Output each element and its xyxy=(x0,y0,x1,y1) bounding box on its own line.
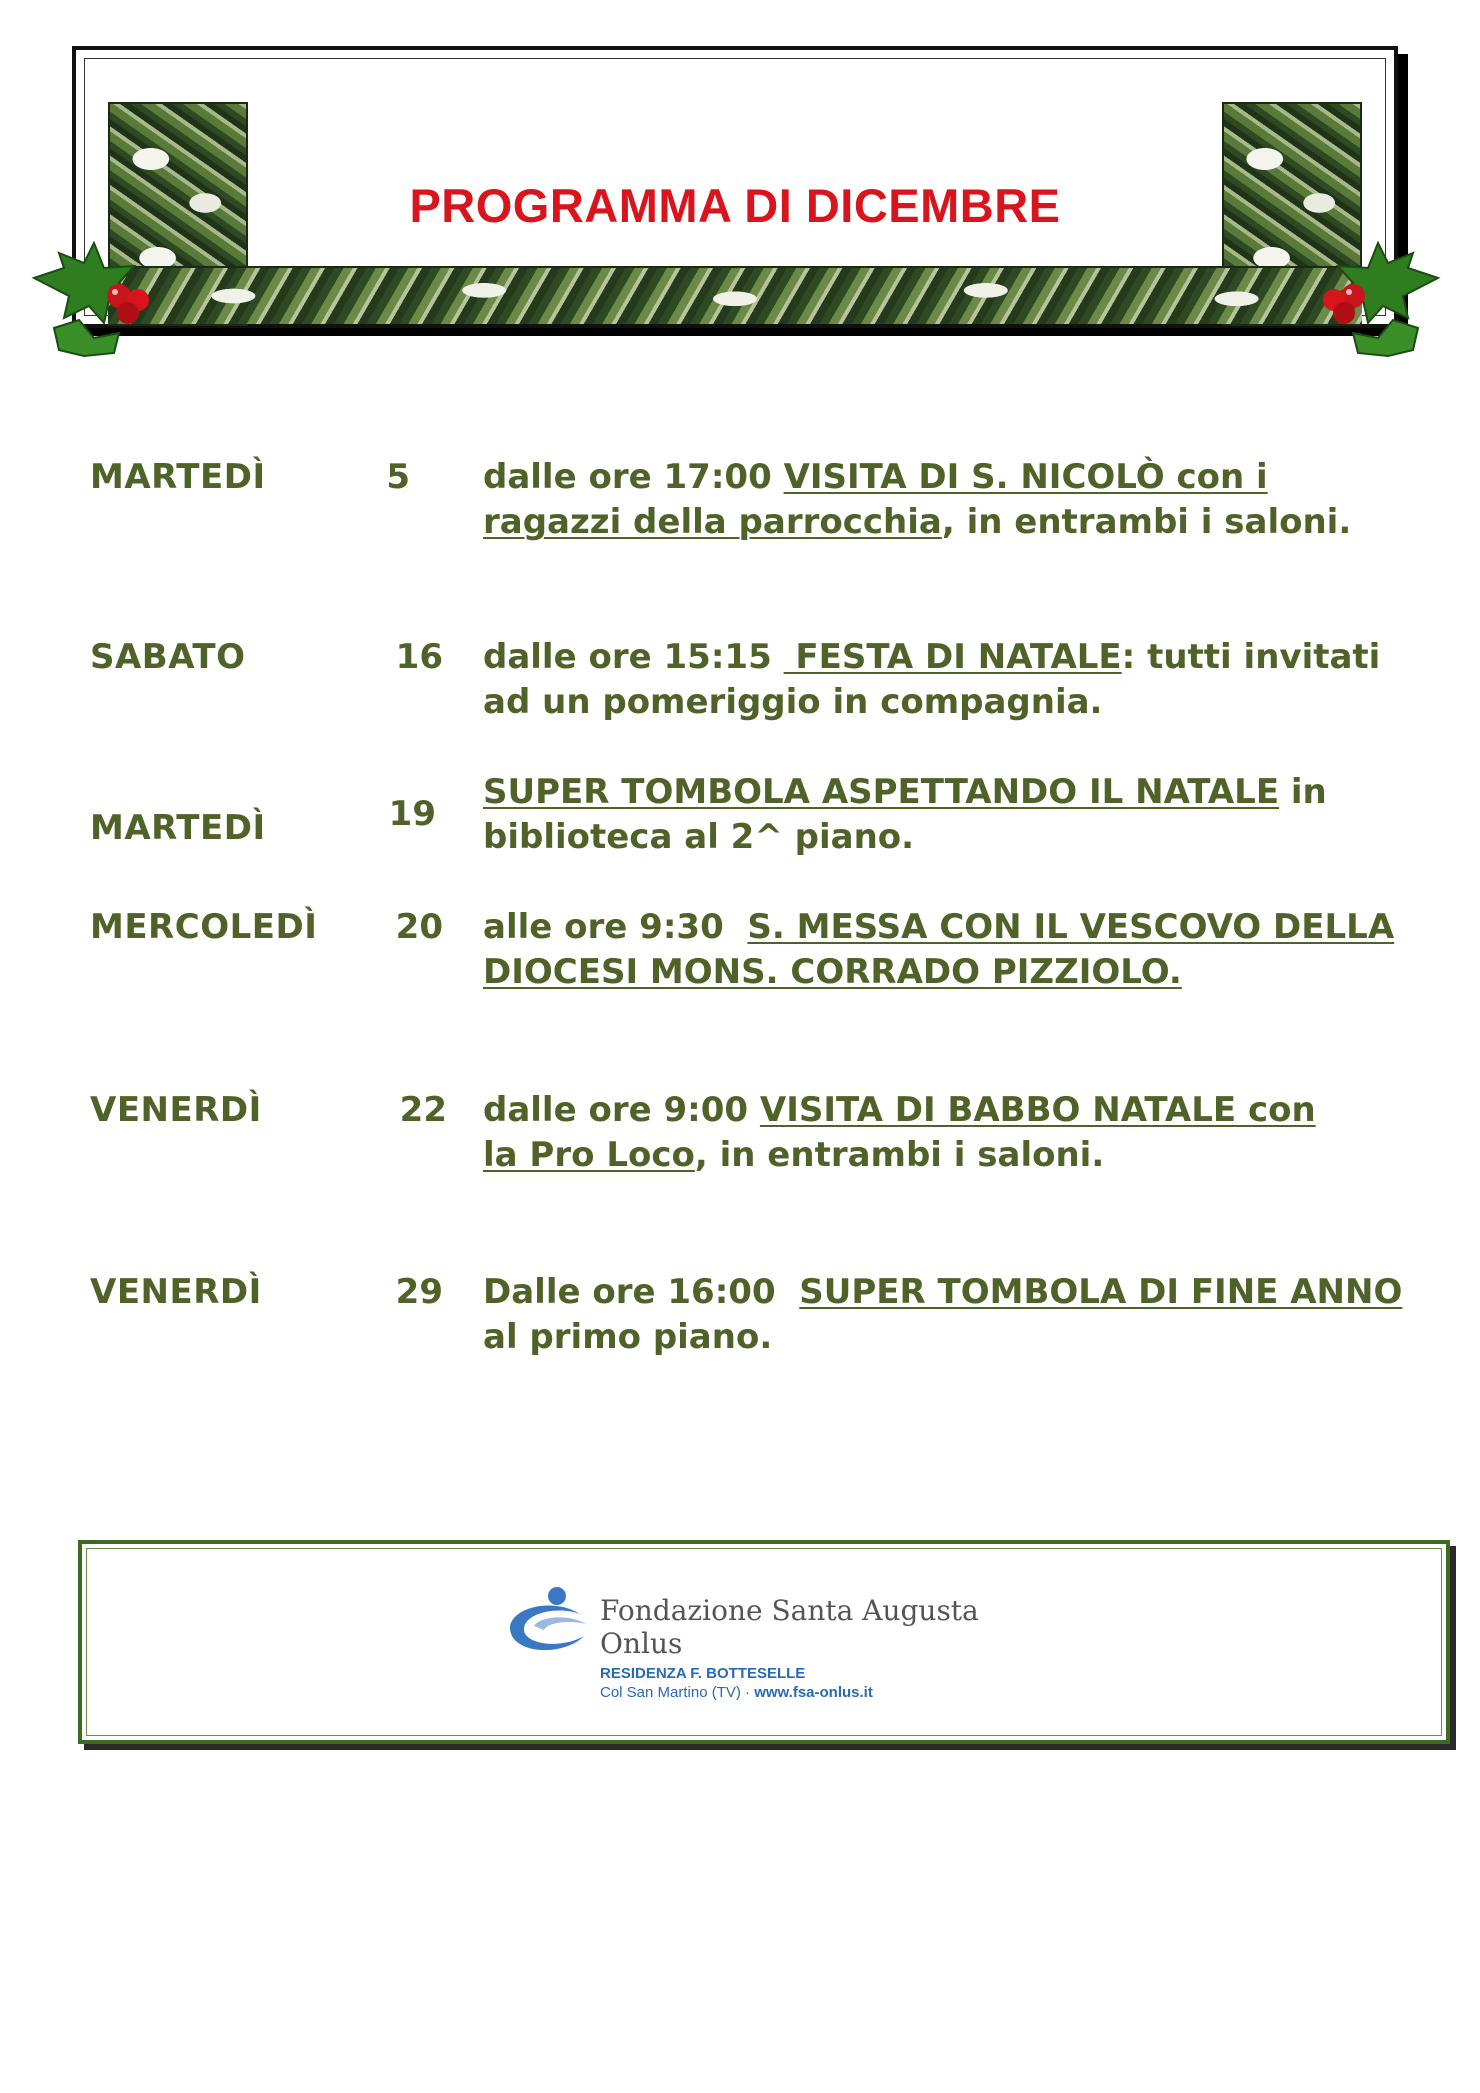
event-date-number: 22 xyxy=(399,1090,447,1130)
address-text: Col San Martino (TV) · xyxy=(600,1684,755,1701)
event-date-number: 5 xyxy=(386,457,410,497)
website-link[interactable]: www.fsa-onlus.it xyxy=(754,1684,873,1701)
event-description xyxy=(483,635,1413,725)
organization-name-line1: Fondazione Santa Augusta xyxy=(600,1594,979,1627)
event-description xyxy=(483,770,1413,860)
event-highlight: SUPER TOMBOLA DI FINE ANNO xyxy=(799,1272,1403,1312)
event-day: VENERDÌ xyxy=(90,1090,262,1130)
event-highlight: SUPER TOMBOLA ASPETTANDO IL NATALE xyxy=(483,772,1280,812)
event-day: SABATO xyxy=(90,637,246,677)
event-text: Dalle ore 16:00 xyxy=(483,1272,800,1312)
event-description xyxy=(483,1088,1413,1178)
event-text: dalle ore 17:00 xyxy=(483,457,784,497)
event-day: VENERDÌ xyxy=(90,1272,262,1312)
holly-right-icon xyxy=(1298,228,1448,358)
event-highlight: VISITA DI BABBO NATALE con la Pro Loco xyxy=(483,1090,1316,1175)
event-text: , in entrambi i saloni. xyxy=(941,502,1352,542)
organization-name xyxy=(600,1594,979,1660)
event-date-number: 19 xyxy=(388,794,436,834)
event-highlight: S. MESSA CON IL VESCOVO DELLA DIOCESI MONS. CORRADO PIZZIOLO. xyxy=(483,907,1395,992)
event-date-number: 29 xyxy=(395,1272,443,1312)
holly-left-icon xyxy=(24,228,174,358)
event-text: , in entrambi i saloni. xyxy=(694,1135,1105,1175)
event-description xyxy=(483,905,1413,995)
residence-name: RESIDENZA F. BOTTESELLE xyxy=(600,1665,806,1682)
event-day: MARTEDÌ xyxy=(90,457,266,497)
event-day: MERCOLEDÌ xyxy=(90,907,318,947)
bottom-leaf-band xyxy=(108,266,1362,324)
organization-name-line2: Onlus xyxy=(600,1627,683,1660)
event-text: alle ore 9:30 xyxy=(483,907,748,947)
event-text: al primo piano. xyxy=(483,1317,773,1357)
event-date-number: 20 xyxy=(395,907,443,947)
event-day: MARTEDÌ xyxy=(90,808,266,848)
event-description xyxy=(483,455,1413,545)
event-highlight: FESTA DI NATALE xyxy=(783,637,1122,677)
organization-logo xyxy=(500,1584,1100,1704)
event-text: dalle ore 9:00 xyxy=(483,1090,760,1130)
event-highlight: VISITA DI S. NICOLÒ con i ragazzi della parrocchia xyxy=(483,457,1268,542)
event-text: dalle ore 15:15 xyxy=(483,637,784,677)
event-date-number: 16 xyxy=(395,637,443,677)
address-line xyxy=(600,1683,873,1702)
page-title: PROGRAMMA DI DICEMBRE xyxy=(409,179,1061,232)
event-text: in biblioteca al 2^ piano. xyxy=(483,772,1327,857)
event-description xyxy=(483,1270,1413,1360)
header-frame xyxy=(72,46,1398,328)
fsa-logo-icon xyxy=(500,1584,595,1664)
footer-frame xyxy=(78,1540,1450,1744)
event-text: : tutti invitati ad un pomeriggio in compagnia. xyxy=(483,637,1381,722)
